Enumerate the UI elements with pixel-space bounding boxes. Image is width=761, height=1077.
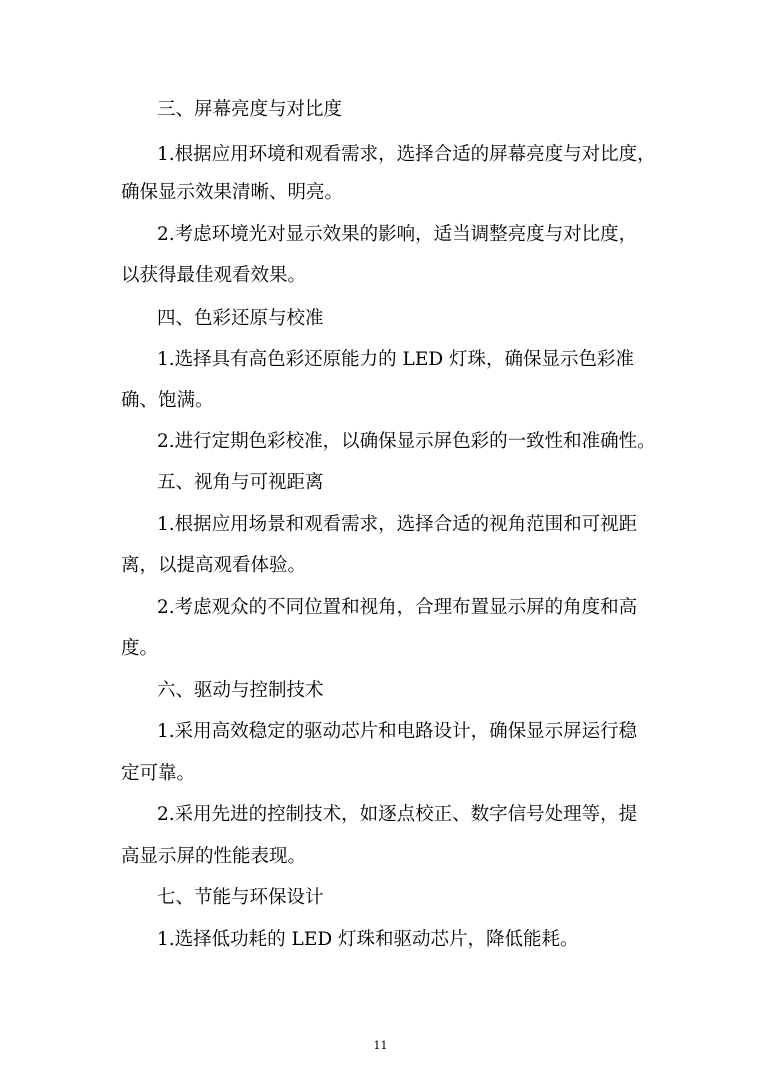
paragraph-line: 1.根据应用环境和观看需求，选择合适的屏幕亮度与对比度，	[157, 144, 656, 165]
paragraph-line: 高显示屏的性能表现。	[121, 846, 307, 867]
section-heading-viewing: 五、视角与可视距离	[157, 472, 324, 493]
paragraph-line: 离，以提高观看体验。	[121, 555, 307, 576]
paragraph-line: 1.选择低功耗的 LED 灯珠和驱动芯片，降低能耗。	[157, 929, 579, 950]
paragraph-line: 确保显示效果清晰、明亮。	[121, 182, 344, 203]
paragraph-line: 2.进行定期色彩校准，以确保显示屏色彩的一致性和准确性。	[157, 431, 656, 452]
section-heading-brightness: 三、屏幕亮度与对比度	[157, 99, 343, 120]
paragraph-line: 2.采用先进的控制技术，如逐点校正、数字信号处理等，提	[157, 804, 638, 825]
section-heading-driving: 六、驱动与控制技术	[157, 680, 324, 701]
page-number: 11	[373, 1039, 388, 1052]
paragraph-line: 以获得最佳观看效果。	[121, 265, 307, 286]
section-heading-color: 四、色彩还原与校准	[157, 308, 324, 329]
paragraph-line: 2.考虑观众的不同位置和视角，合理布置显示屏的角度和高	[157, 597, 638, 618]
paragraph-line: 2.考虑环境光对显示效果的影响，适当调整亮度与对比度，	[157, 224, 638, 245]
paragraph-line: 1.选择具有高色彩还原能力的 LED 灯珠，确保显示色彩准	[157, 349, 635, 370]
section-heading-energy: 七、节能与环保设计	[157, 887, 324, 908]
paragraph-line: 1.根据应用场景和观看需求，选择合适的视角范围和可视距	[157, 514, 638, 535]
paragraph-line: 确、饱满。	[121, 390, 214, 411]
paragraph-line: 度。	[121, 638, 159, 659]
paragraph-line: 1.采用高效稳定的驱动芯片和电路设计，确保显示屏运行稳	[157, 721, 638, 742]
paragraph-line: 定可靠。	[121, 763, 196, 784]
